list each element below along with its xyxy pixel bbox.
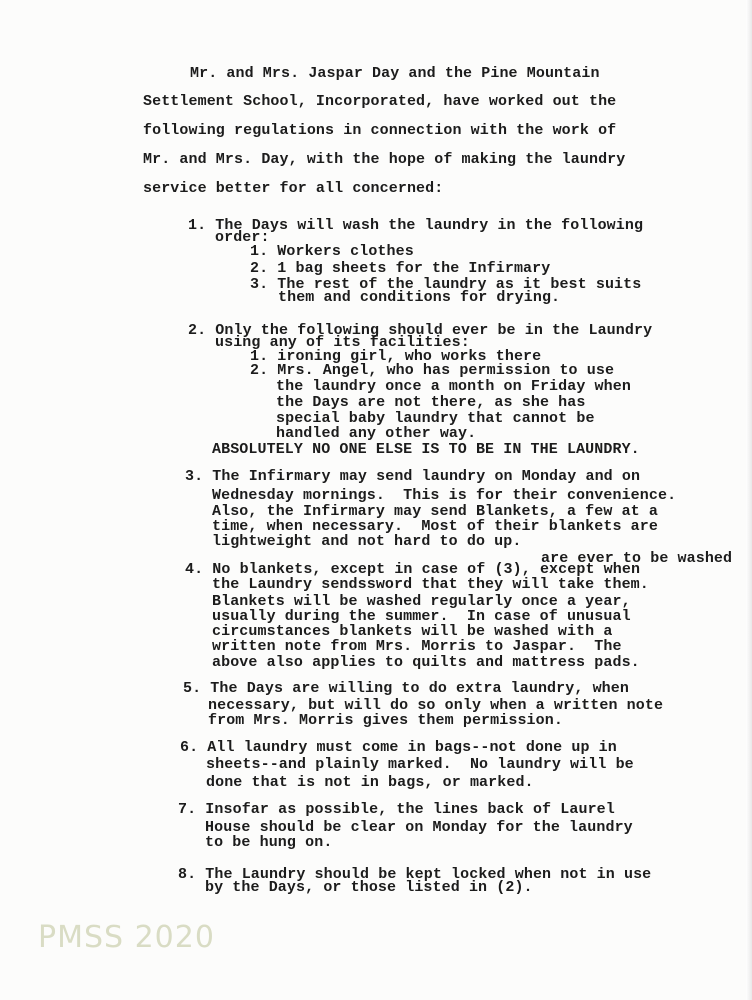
- item-4-insertion: are ever to be washed: [541, 550, 733, 567]
- item-6-line: sheets--and plainly marked. No laundry will be: [206, 756, 634, 773]
- item-1-subitem: 2. 1 bag sheets for the Infirmary: [250, 260, 551, 277]
- item-4-line: circumstances blankets will be washed with a: [212, 623, 613, 640]
- item-4-line: 4. No blankets, except in case of (3), except when: [185, 561, 641, 578]
- item-5-line: 5. The Days are willing to do extra laundry, when: [183, 680, 629, 697]
- intro-line: Mr. and Mrs. Day, with the hope of making the laundry: [143, 151, 626, 168]
- intro-line: Settlement School, Incorporated, have worked out the: [143, 93, 617, 110]
- item-4-line: Blankets will be washed regularly once a year,: [212, 593, 631, 610]
- item-1-line: 1. The Days will wash the laundry in the following: [188, 217, 644, 234]
- item-6-line: done that is not in bags, or marked.: [206, 774, 534, 791]
- item-1-subitem: 3. The rest of the laundry as it best suits: [250, 276, 642, 293]
- item-3-line: Also, the Infirmary may send Blankets, a few at a: [212, 503, 658, 520]
- item-5-line: necessary, but will do so only when a written note: [208, 697, 664, 714]
- item-2-subitem: special baby laundry that cannot be: [276, 410, 595, 427]
- item-4-line: usually during the summer. In case of unusual: [212, 608, 631, 625]
- watermark: PMSS 2020: [38, 920, 215, 955]
- item-2-subitem: handled any other way.: [276, 425, 477, 442]
- item-2-emphasis: ABSOLUTELY NO ONE ELSE IS TO BE IN THE LAUNDRY.: [212, 441, 640, 458]
- item-2-line: 2. Only the following should ever be in the Laundry: [188, 322, 653, 339]
- item-4-line: written note from Mrs. Morris to Jaspar. The: [212, 638, 622, 655]
- item-4-line: the Laundry sendssword that they will take them.: [212, 576, 649, 593]
- intro-line: service better for all concerned:: [143, 180, 444, 197]
- item-1-subitem: them and conditions for drying.: [278, 289, 561, 306]
- item-2-line: using any of its facilities:: [215, 334, 470, 351]
- item-7-line: 7. Insofar as possible, the lines back of Laurel: [178, 801, 615, 818]
- item-7-line: to be hung on.: [205, 834, 333, 851]
- item-8-line: by the Days, or those listed in (2).: [205, 879, 533, 896]
- item-3-line: 3. The Infirmary may send laundry on Monday and on: [185, 468, 641, 485]
- item-6-line: 6. All laundry must come in bags--not done up in: [180, 739, 617, 756]
- page-edge-shadow: [746, 0, 752, 1000]
- item-2-subitem: 2. Mrs. Angel, who has permission to use: [250, 362, 615, 379]
- intro-line: Mr. and Mrs. Jaspar Day and the Pine Mountain: [190, 65, 600, 82]
- item-2-subitem: the Days are not there, as she has: [276, 394, 586, 411]
- item-3-line: Wednesday mornings. This is for their convenience.: [212, 487, 677, 504]
- item-1-subitem: 1. Workers clothes: [250, 243, 414, 260]
- intro-line: following regulations in connection with the work of: [143, 122, 617, 139]
- item-1-line: order:: [215, 229, 270, 246]
- item-3-line: time, when necessary. Most of their blankets are: [212, 518, 658, 535]
- item-8-line: 8. The Laundry should be kept locked when not in use: [178, 866, 652, 883]
- item-3-line: lightweight and not hard to do up.: [212, 533, 522, 550]
- item-5-line: from Mrs. Morris gives them permission.: [208, 712, 563, 729]
- item-2-subitem: the laundry once a month on Friday when: [276, 378, 631, 395]
- item-2-subitem: 1. ironing girl, who works there: [250, 348, 542, 365]
- item-7-line: House should be clear on Monday for the laundry: [205, 819, 633, 836]
- item-4-line: above also applies to quilts and mattress pads.: [212, 654, 640, 671]
